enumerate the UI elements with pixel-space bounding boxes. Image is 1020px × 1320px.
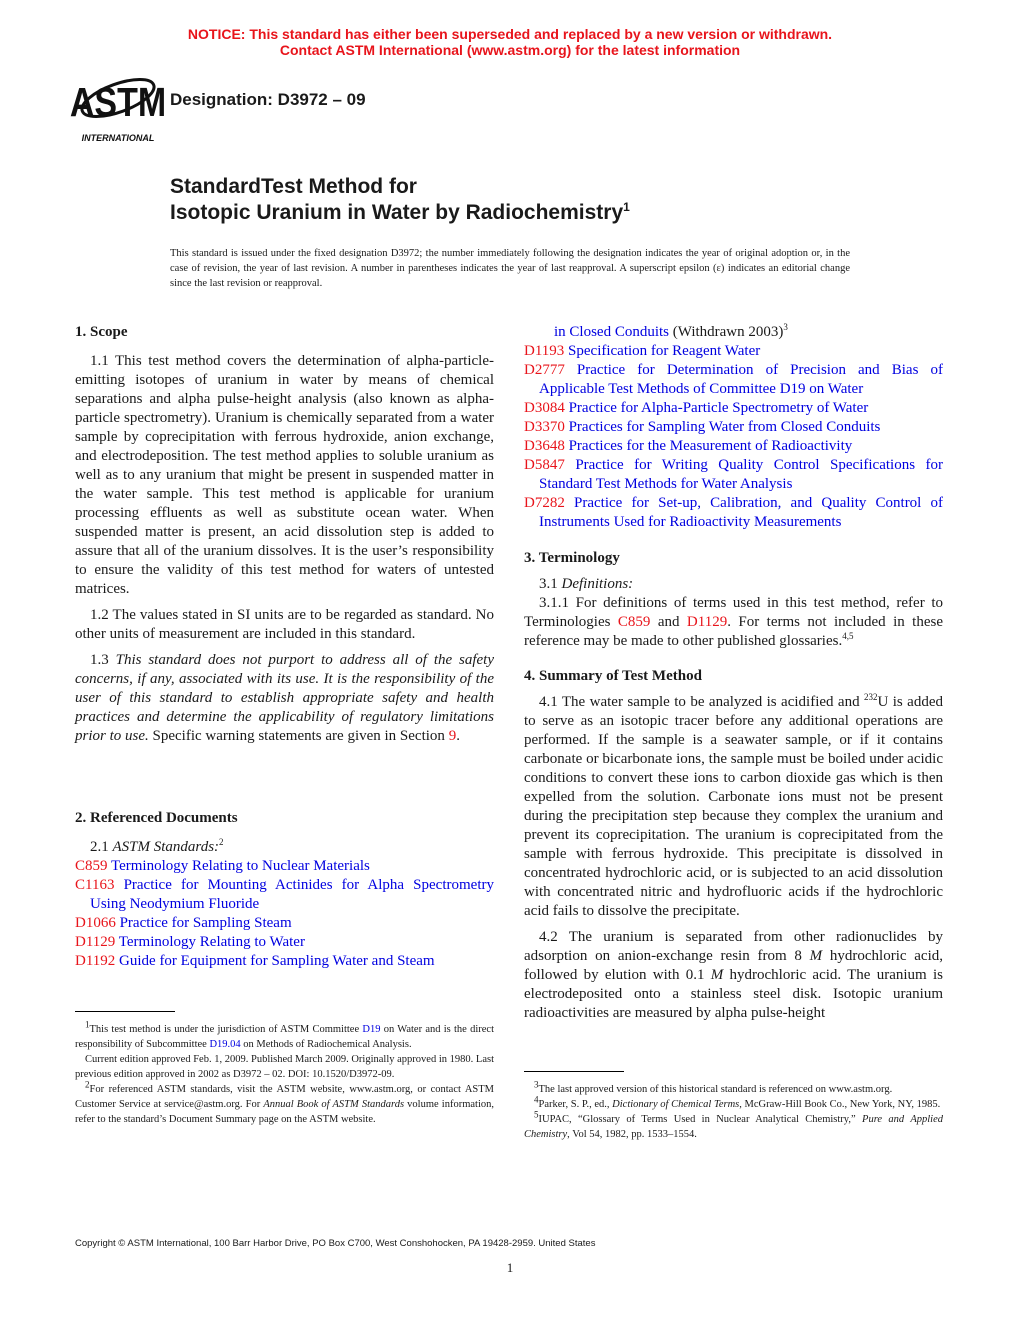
notice-line-2: Contact ASTM International (www.astm.org) for the latest information: [279, 42, 741, 58]
subcommittee-d19-04-link[interactable]: D19.04: [209, 1039, 241, 1050]
footnote-rule: [524, 1071, 624, 1072]
fn-mark: 5: [534, 1109, 539, 1120]
reference-title-link[interactable]: Practice for Writing Quality Control Specifications for Standard Test Methods for Water Analysis: [539, 457, 943, 492]
reference-item: [524, 456, 943, 494]
scope-1-2: 1.2 The values stated in SI units are to be regarded as standard. No other units of measurement are included in this standard.: [75, 607, 494, 642]
fn-text: IUPAC, “Glossary of Terms Used in Nuclear Analytical Chemistry,”: [538, 1114, 863, 1125]
summary-4-2: [524, 928, 943, 1023]
reference-code-link[interactable]: D1066: [75, 915, 116, 931]
footnote-2: [75, 1079, 494, 1127]
ref-cont-link[interactable]: in Closed Conduits: [554, 324, 670, 340]
fn-text: on Water and is the direct responsibility of Subcommittee: [75, 1024, 494, 1050]
reference-item: [524, 494, 943, 532]
reference-title-link[interactable]: Terminology Relating to Water: [115, 934, 305, 950]
title-line-2: Isotopic Uranium in Water by Radiochemistry: [170, 201, 624, 224]
reference-item: [75, 876, 494, 914]
fn-mark: 1: [85, 1019, 90, 1030]
term-text: 3.1.1 For definitions of terms used in this test method, refer to Terminologies: [524, 595, 943, 630]
molar-unit: M: [710, 967, 724, 983]
preamble: This standard is issued under the fixed designation D3972; the number immediately following the designation indicates the year of original adoption or, in the case of revision, the year of last revision. A number in parentheses indicates the year of last reapproval. A superscript epsilon (ε) indicates an editorial change since the last revision or reapproval.: [170, 248, 850, 289]
ref-d1192-continued: [524, 323, 943, 342]
notice-line-1: NOTICE: This standard has either been superseded and replaced by a new version or withdrawn.: [187, 26, 833, 42]
fn-mark: 4: [534, 1094, 539, 1105]
reference-code-link[interactable]: D3084: [524, 400, 565, 416]
terminology-heading: 3. Terminology: [524, 550, 620, 566]
reference-title-link[interactable]: Practices for the Measurement of Radioactivity: [564, 438, 853, 454]
footnote-rule: [75, 1011, 175, 1012]
sum-text: hydrochloric acid. The uranium is electrodeposited onto a stainless steel disk. Isotopic uranium radioactivities are measured by alpha pulse-height: [524, 967, 943, 1021]
scope-1-3-end: .: [456, 728, 460, 744]
scope-1-3-italic: This standard does not purport to address all of the safety concerns, if any, associated with its use. It is the responsibility of the user of this standard to establish appropriate safety and health practices and determine the applicability of regulatory limitations prior to use.: [75, 652, 495, 744]
fn-mark: 2: [85, 1079, 90, 1090]
term-text: . For terms not included in these reference may be made to other published glossaries.: [524, 614, 944, 649]
fn-text: The last approved version of this historical standard is referenced on www.astm.org.: [538, 1084, 893, 1095]
scope-heading: 1. Scope: [75, 324, 128, 340]
reference-code-link[interactable]: C859: [75, 858, 108, 874]
reference-code-link[interactable]: D3370: [524, 419, 565, 435]
reference-code-link[interactable]: D3648: [524, 438, 565, 454]
scope-1-1: 1.1 This test method covers the determination of alpha-particle-emitting isotopes of uranium in water by means of chemical separations and alpha pulse-height analysis (also known as alpha-particle spectrometry). Uranium is chemically separated from a water sample by coprecipitation with ferrous hydroxide, anion exchange, and electrodeposition. The test method applies to soluble uranium as well as to any uranium that might be present in suspended matter in the water sample. This test method is applicable for uranium processing effluents as well as substitute ocean water. When suspended matter is present, an acid dissolution step is added to assure that all of the uranium dissolves. It is the user’s responsibility to ensure the validity of this test method for waters of untested matrices.: [75, 353, 494, 597]
fn-italic: Annual Book of ASTM Standards: [263, 1099, 405, 1110]
scope-1-3-num: 1.3: [90, 652, 116, 668]
fn-italic: Dictionary of Chemical Terms: [612, 1099, 740, 1110]
reference-item: [524, 418, 943, 437]
reference-item: [75, 914, 494, 933]
sub-label: Definitions:: [561, 576, 634, 592]
referenced-heading: 2. Referenced Documents: [75, 810, 238, 826]
reference-title-link[interactable]: Practice for Determination of Precision and Bias of Applicable Test Methods of Committee D19 on Water: [539, 362, 943, 397]
fn-text: , Vol 54, 1982, pp. 1533–1554.: [567, 1129, 697, 1140]
fn-text: For referenced ASTM standards, visit the ASTM website, www.astm.org, or contact ASTM Customer Service at service@astm.org. For: [75, 1084, 494, 1110]
fn-text: Parker, S. P., ed.,: [538, 1099, 613, 1110]
astm-logo: [69, 68, 167, 144]
reference-item: [75, 933, 494, 952]
footnote-1-edition: Current edition approved Feb. 1, 2009. Published March 2009. Originally approved in 1980. Last previous edition approved in 2002 as D3972 – 02. DOI: 10.1520/D3972-09.: [75, 1054, 494, 1080]
reference-code-link[interactable]: D2777: [524, 362, 565, 378]
summary-4-1: [524, 693, 943, 921]
footnote-1: [75, 1019, 494, 1052]
fn-mark: 3: [534, 1079, 539, 1090]
sub-label: ASTM Standards:: [112, 839, 220, 855]
reference-title-link[interactable]: Practice for Alpha-Particle Spectrometry of Water: [564, 400, 869, 416]
footnote-mark: 4,5: [842, 631, 854, 641]
reference-item: [524, 437, 943, 456]
astm-standards-label: [75, 838, 494, 857]
reference-item: [75, 857, 494, 876]
reference-title-link[interactable]: Terminology Relating to Nuclear Materials: [107, 858, 370, 874]
scope-1-3: [75, 651, 494, 746]
section-terminology: [524, 549, 943, 651]
reference-code-link[interactable]: C1163: [75, 877, 115, 893]
footnote-5: [524, 1109, 943, 1142]
reference-item: [75, 952, 494, 971]
document-title: [170, 174, 630, 226]
section-summary: [524, 667, 943, 1023]
fn-text: on Methods of Radiochemical Analysis.: [240, 1039, 412, 1050]
reference-code-link[interactable]: D1192: [75, 953, 116, 969]
sum-text: 4.1 The water sample to be analyzed is acidified and: [539, 694, 865, 710]
reference-title-link[interactable]: Specification for Reagent Water: [564, 343, 761, 359]
footnotes-right: [524, 1071, 943, 1142]
footnote-4: [524, 1094, 943, 1112]
reference-code-link[interactable]: D7282: [524, 495, 565, 511]
term-text: and: [650, 614, 687, 630]
summary-heading: 4. Summary of Test Method: [524, 668, 702, 684]
sub-num: 3.1: [539, 576, 562, 592]
reference-code-link[interactable]: D1193: [524, 343, 565, 359]
scope-1-3-tail: Specific warning statements are given in Section: [148, 728, 449, 744]
footnote-mark: 2: [219, 837, 224, 847]
fn-text: volume information, refer to the standard’s Document Summary page on the ASTM website.: [75, 1099, 494, 1125]
sum-text: hydrochloric acid, followed by elution with 0.1: [524, 948, 944, 983]
fn-text: This test method is under the jurisdiction of ASTM Committee: [89, 1024, 363, 1035]
footnote-mark: 3: [783, 322, 788, 332]
fn-italic: Pure and Applied Chemistry: [524, 1114, 943, 1140]
sum-text: U is added to serve as an isotopic tracer before any additional operations are performed. If the sample is a seawater sample, or if it contains carbonate or bicarbonate ions, the sample must be boiled under acidic conditions to convert these ions to carbon dioxide gas which is then expelled from the solution. Carbonate ions must not be present during the precipitation step because they complex the uranium and prevent its coprecipitation. The uranium is coprecipitated from the sample with ferrous hydroxide. This precipitate is dissolved in concentrated hydrochloric acid, or is subjected to an acid dissolution with concentrated nitric and hydrofluoric acids if the hydrochloric acid fails to dissolve the precipitate.: [524, 694, 943, 919]
footnote-3: [524, 1079, 943, 1097]
c859-link[interactable]: C859: [617, 614, 651, 630]
references-continued: [524, 323, 943, 532]
reference-item: [524, 399, 943, 418]
section-referenced-documents: [75, 809, 494, 971]
committee-d19-link[interactable]: D19: [362, 1024, 381, 1035]
footnotes-left: [75, 1011, 494, 1127]
page-number: 1: [506, 1260, 514, 1275]
reference-title-link[interactable]: Practice for Set-up, Calibration, and Quality Control of Instruments Used for Radioactivity Measurements: [539, 495, 943, 530]
terminology-3-1-1: [524, 594, 943, 651]
section-9-link[interactable]: 9: [448, 728, 457, 744]
d1129-link[interactable]: D1129: [686, 614, 728, 630]
molar-unit: M: [809, 948, 823, 964]
reference-code-link[interactable]: D5847: [524, 457, 565, 473]
svg-text:INTERNATIONAL: INTERNATIONAL: [81, 133, 155, 143]
reference-title-link[interactable]: Guide for Equipment for Sampling Water and Steam: [115, 953, 435, 969]
reference-code-link[interactable]: D1129: [75, 934, 116, 950]
sum-text: 4.2 The uranium is separated from other radionuclides by adsorption on anion-exchange resin from 8: [524, 929, 943, 964]
definitions-label: [524, 575, 943, 594]
title-footnote-mark: 1: [623, 200, 630, 214]
reference-item: [524, 361, 943, 399]
reference-item: [524, 342, 943, 361]
copyright: Copyright © ASTM International, 100 Barr Harbor Drive, PO Box C700, West Conshohocken, PA 19428-2959. United States: [75, 1238, 596, 1249]
reference-title-link[interactable]: Practices for Sampling Water from Closed Conduits: [564, 419, 881, 435]
reference-title-link[interactable]: Practice for Sampling Steam: [115, 915, 292, 931]
isotope-mass: 232: [864, 692, 878, 702]
ref-cont-tail: (Withdrawn 2003): [669, 324, 784, 340]
sub-num: 2.1: [90, 839, 113, 855]
svg-text:ASTM: ASTM: [69, 79, 167, 125]
fn-text: , McGraw-Hill Book Co., New York, NY, 1985.: [739, 1099, 941, 1110]
section-scope: [75, 323, 494, 746]
designation: Designation: D3972 – 09: [170, 90, 366, 109]
withdrawal-notice: [0, 26, 1020, 58]
title-line-1: StandardTest Method for: [170, 175, 417, 198]
reference-title-link[interactable]: Practice for Mounting Actinides for Alpha Spectrometry Using Neodymium Fluoride: [90, 877, 494, 912]
